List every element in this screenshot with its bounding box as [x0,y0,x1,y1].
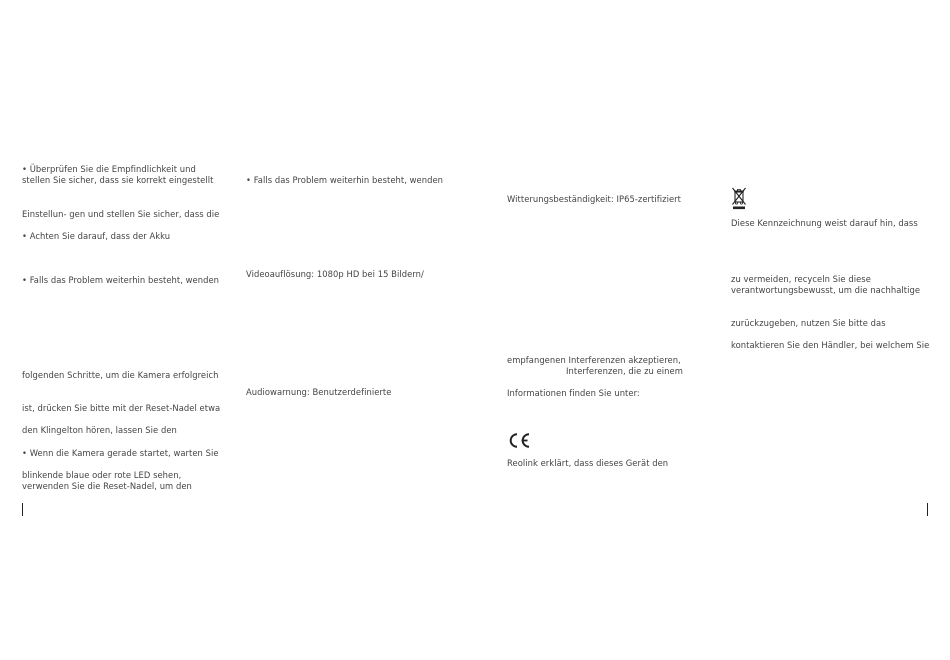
ce-mark-icon [507,432,531,449]
col1-line-1: • Überprüfen Sie die Empfindlichkeit und [22,164,196,174]
crop-mark-right [927,503,928,516]
col1-line-8: den Klingelton hören, lassen Sie den [22,425,177,435]
col1-line-5: • Falls das Problem weiterhin besteht, wenden [22,275,220,285]
crossed-out-bin-icon [731,186,747,210]
col4-line-3: verantwortungsbewusst, um die nachhaltige [731,285,921,295]
col3-line-5: Reolink erklärt, dass dieses Gerät den [507,458,669,468]
col3-line-1: Witterungsbeständigkeit: IP65-zertifiziert [507,194,681,204]
col4-line-5: kontaktieren Sie den Händler, bei welchem Sie [731,340,930,350]
col1-line-9: • Wenn die Kamera gerade startet, warten Sie [22,448,219,458]
col1-line-4: • Achten Sie darauf, dass der Akku [22,231,171,241]
col2-line-2: Videoauflösung: 1080p HD bei 15 Bildern/ [246,269,424,279]
col4-line-1: Diese Kennzeichnung weist darauf hin, dass [731,218,918,228]
col4-line-4: zurückzugeben, nutzen Sie bitte das [731,318,886,328]
col2-line-1: • Falls das Problem weiterhin besteht, wenden [246,175,444,185]
col4-line-2: zu vermeiden, recyceln Sie diese [731,274,871,284]
col1-line-7: ist, drücken Sie bitte mit der Reset-Nadel etwa [22,403,221,413]
col3-line-3: Interferenzen, die zu einem [566,366,683,376]
col1-line-10: blinkende blaue oder rote LED sehen, [22,470,182,480]
col2-line-3: Audiowarnung: Benutzerdefinierte [246,387,392,397]
col3-line-4: Informationen finden Sie unter: [507,388,640,398]
col1-line-6: folgenden Schritte, um die Kamera erfolgreich [22,370,219,380]
col3-line-2: empfangenen Interferenzen akzeptieren, [507,355,681,365]
col1-line-2: stellen Sie sicher, dass sie korrekt eingestellt [22,175,214,185]
crop-mark-left [22,503,23,516]
col1-line-3: Einstellun- gen und stellen Sie sicher, dass die [22,209,220,219]
col1-line-11: verwenden Sie die Reset-Nadel, um den [22,481,192,491]
